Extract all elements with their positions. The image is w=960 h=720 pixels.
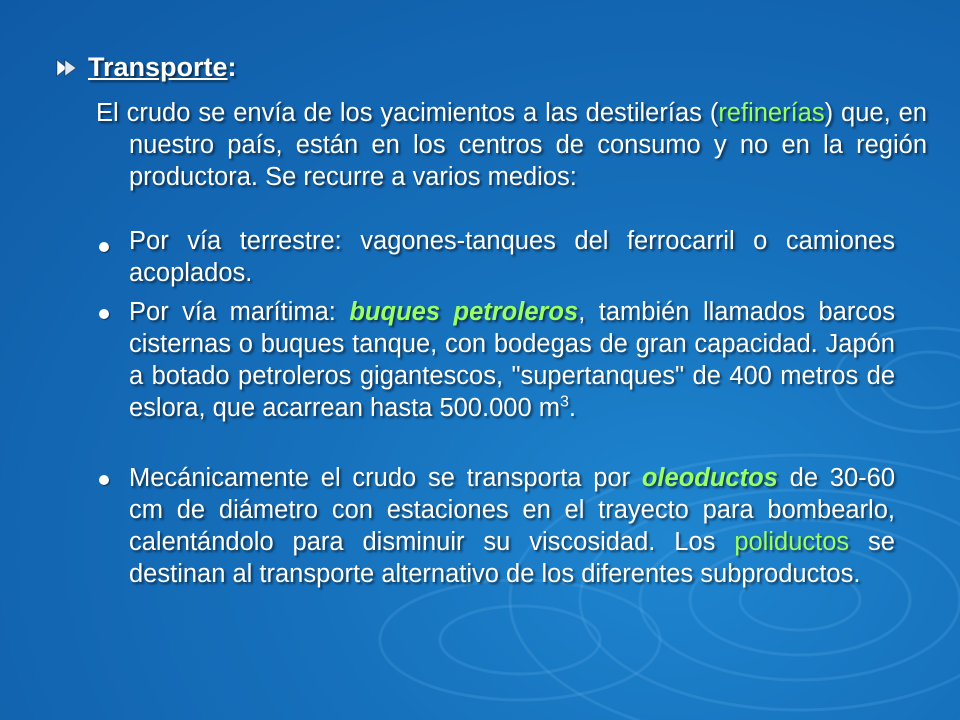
intro-paragraph bbox=[96, 97, 927, 193]
title-colon: : bbox=[227, 52, 237, 82]
dot-icon bbox=[99, 309, 109, 319]
list-item bbox=[129, 296, 895, 424]
bullet-3-text-3: se destinan al transporte alternativo de los diferentes subproductos. bbox=[129, 528, 895, 588]
intro-text-2: ) que, en nuestro país, están en los centros de consumo y no en la región productora. Se recurre a varios medios: bbox=[129, 99, 927, 191]
dot-icon bbox=[99, 475, 109, 485]
title-text: Transporte bbox=[88, 52, 228, 82]
term-refinerias: refinerías bbox=[718, 99, 825, 127]
superscript-3: 3 bbox=[559, 393, 569, 411]
page-title bbox=[88, 52, 237, 83]
term-buques-petroleros: buques petroleros bbox=[349, 298, 579, 326]
bullet-1-text: Por vía terrestre: vagones-tanques del ferrocarril o camiones acoplados. bbox=[129, 227, 895, 287]
list-item bbox=[129, 462, 895, 590]
term-oleoductos: oleoductos bbox=[641, 464, 778, 492]
title-row bbox=[54, 52, 237, 83]
dot-icon bbox=[99, 242, 109, 252]
bullet-2-text-3: . bbox=[568, 394, 576, 422]
bullet-2-text-1: Por vía marítima: bbox=[129, 298, 350, 326]
bullet-3-text-2: de 30-60 cm de diámetro con estaciones en el trayecto para bombearlo, calentándolo para disminuir su viscosidad. Los bbox=[129, 464, 895, 556]
bullet-2-text-2: , también llamados barcos cisternas o buques tanque, con bodegas de gran capacidad. Japón a botado petroleros gigantescos, "supertanques" de 400 metros de eslora, que acarrean hasta 500.000 m bbox=[129, 298, 895, 422]
bullet-3-text-1: Mecánicamente el crudo se transporta por bbox=[129, 464, 642, 492]
arrow-right-icon bbox=[54, 57, 80, 79]
term-poliductos: poliductos bbox=[734, 528, 850, 556]
intro-text-1: El crudo se envía de los yacimientos a las destilerías ( bbox=[96, 99, 719, 127]
list-item bbox=[129, 225, 895, 289]
